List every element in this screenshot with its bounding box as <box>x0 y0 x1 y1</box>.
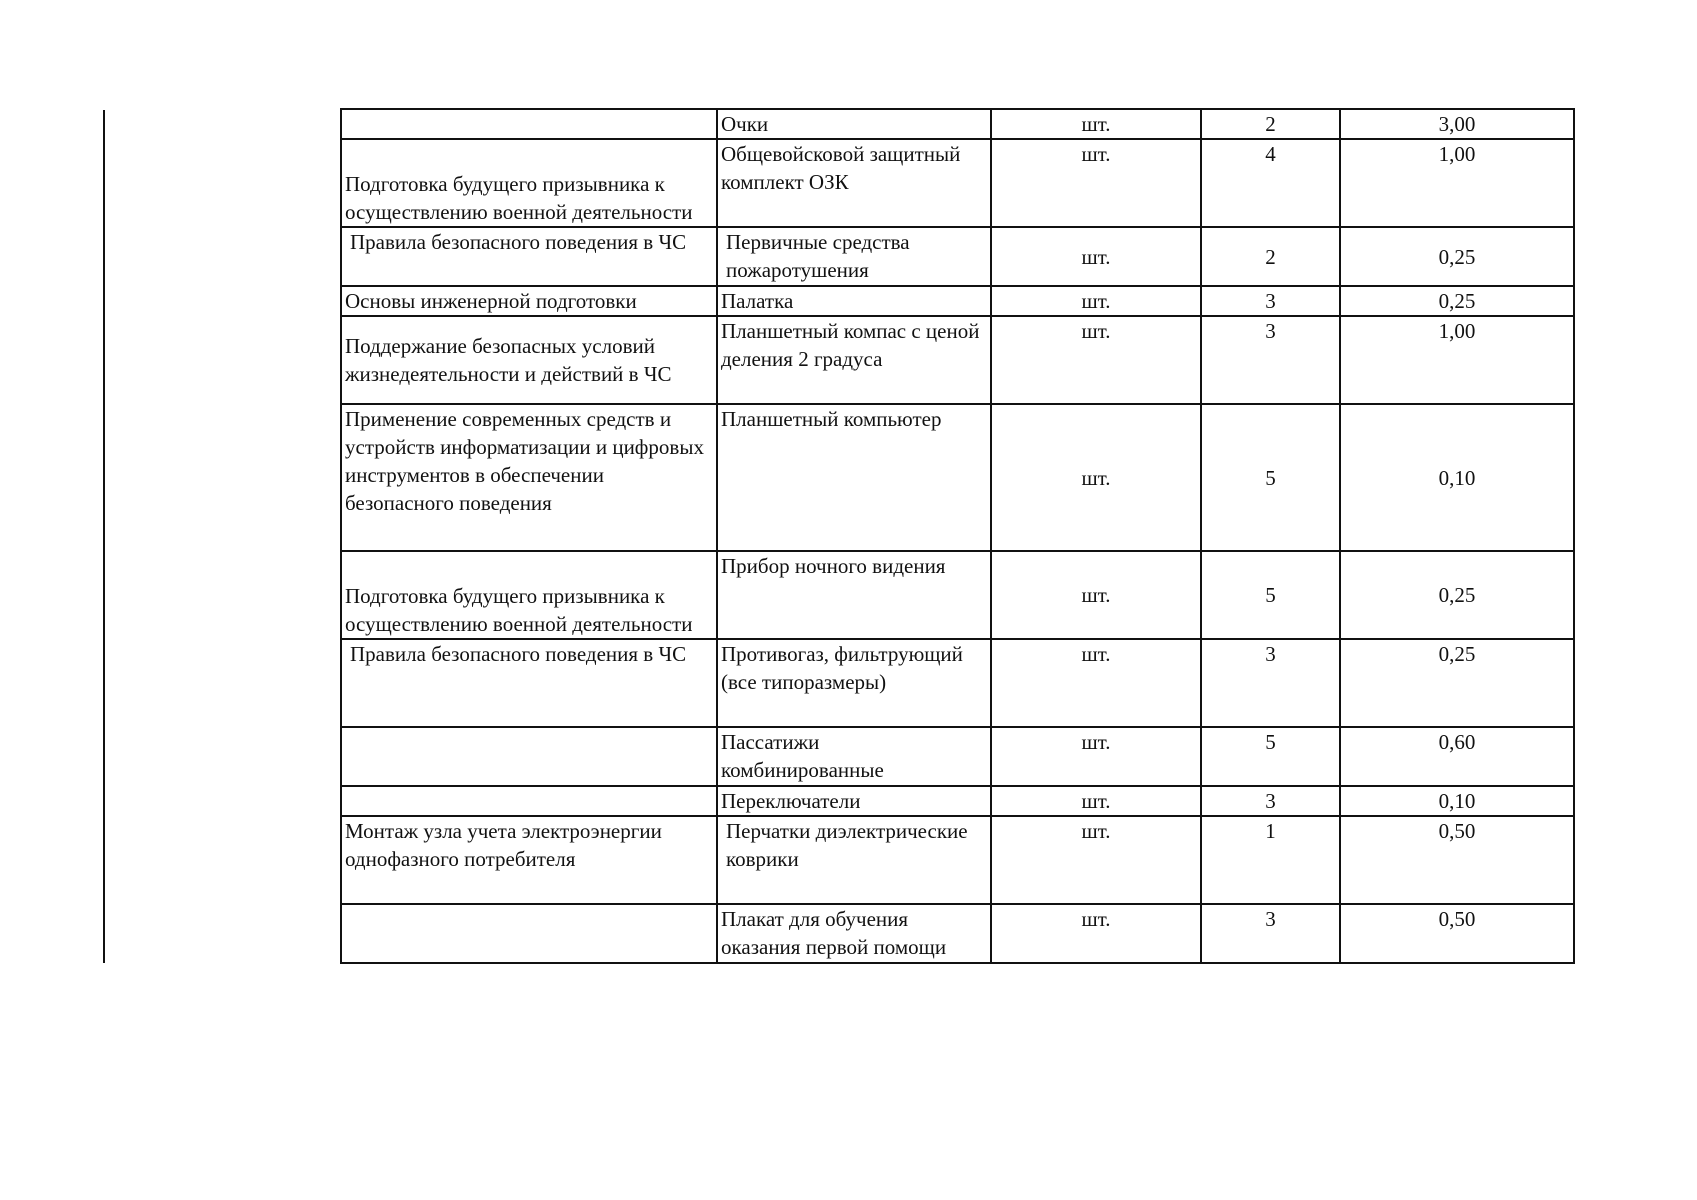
item-cell: Планшетный компас с ценой деления 2 градуса <box>717 316 991 404</box>
unit-cell: шт. <box>991 727 1201 786</box>
table-row <box>341 139 1574 227</box>
topic-cell: Правила безопасного поведения в ЧС <box>341 227 717 286</box>
table-row <box>341 404 1574 551</box>
item-cell: Очки <box>717 109 991 139</box>
item-cell: Противогаз, фильтрующий (все типоразмеры) <box>717 639 991 727</box>
coef-cell: 0,50 <box>1340 904 1574 963</box>
coef-cell: 0,25 <box>1340 286 1574 316</box>
unit-cell: шт. <box>991 551 1201 639</box>
coef-cell: 1,00 <box>1340 316 1574 404</box>
item-cell: Первичные средства пожаротушения <box>717 227 991 286</box>
unit-cell: шт. <box>991 316 1201 404</box>
table-row <box>341 316 1574 404</box>
qty-cell: 2 <box>1201 227 1340 286</box>
item-cell: Общевойсковой защитный комплект ОЗК <box>717 139 991 227</box>
topic-cell: Основы инженерной подготовки <box>341 286 717 316</box>
qty-cell: 3 <box>1201 904 1340 963</box>
qty-cell: 1 <box>1201 816 1340 904</box>
topic-cell: Применение современных средств и устройств информатизации и цифровых инструментов в обеспечении безопасного поведения <box>341 404 717 551</box>
topic-cell: Правила безопасного поведения в ЧС <box>341 639 717 727</box>
table-row <box>341 816 1574 904</box>
item-cell: Планшетный компьютер <box>717 404 991 551</box>
topic-cell <box>341 109 717 139</box>
qty-cell: 3 <box>1201 286 1340 316</box>
item-cell: Плакат для обучения оказания первой помощи <box>717 904 991 963</box>
coef-cell: 3,00 <box>1340 109 1574 139</box>
qty-cell: 3 <box>1201 786 1340 816</box>
unit-cell: шт. <box>991 227 1201 286</box>
table-row <box>341 639 1574 727</box>
table-row <box>341 786 1574 816</box>
qty-cell: 2 <box>1201 109 1340 139</box>
table-row <box>341 227 1574 286</box>
table-row <box>341 109 1574 139</box>
topic-cell: Подготовка будущего призывника к осуществлению военной деятельности <box>341 139 717 227</box>
unit-cell: шт. <box>991 639 1201 727</box>
coef-cell: 0,60 <box>1340 727 1574 786</box>
coef-cell: 0,25 <box>1340 551 1574 639</box>
topic-cell <box>341 904 717 963</box>
page-margin-rule <box>103 110 105 963</box>
coef-cell: 0,25 <box>1340 639 1574 727</box>
topic-cell: Поддержание безопасных условий жизнедеятельности и действий в ЧС <box>341 316 717 404</box>
topic-cell: Подготовка будущего призывника к осуществлению военной деятельности <box>341 551 717 639</box>
unit-cell: шт. <box>991 139 1201 227</box>
coef-cell: 0,25 <box>1340 227 1574 286</box>
item-cell: Переключатели <box>717 786 991 816</box>
unit-cell: шт. <box>991 286 1201 316</box>
coef-cell: 1,00 <box>1340 139 1574 227</box>
item-cell: Пассатижи комбинированные <box>717 727 991 786</box>
unit-cell: шт. <box>991 904 1201 963</box>
qty-cell: 3 <box>1201 639 1340 727</box>
unit-cell: шт. <box>991 109 1201 139</box>
qty-cell: 4 <box>1201 139 1340 227</box>
table-row <box>341 904 1574 963</box>
item-cell: Палатка <box>717 286 991 316</box>
unit-cell: шт. <box>991 816 1201 904</box>
qty-cell: 5 <box>1201 551 1340 639</box>
coef-cell: 0,10 <box>1340 786 1574 816</box>
unit-cell: шт. <box>991 786 1201 816</box>
topic-cell <box>341 786 717 816</box>
qty-cell: 3 <box>1201 316 1340 404</box>
coef-cell: 0,10 <box>1340 404 1574 551</box>
equipment-table <box>340 108 1575 964</box>
qty-cell: 5 <box>1201 404 1340 551</box>
topic-cell <box>341 727 717 786</box>
topic-cell: Монтаж узла учета электроэнергии однофазного потребителя <box>341 816 717 904</box>
table-row <box>341 286 1574 316</box>
table-row <box>341 727 1574 786</box>
table-row <box>341 551 1574 639</box>
item-cell: Прибор ночного видения <box>717 551 991 639</box>
item-cell: Перчатки диэлектрические коврики <box>717 816 991 904</box>
unit-cell: шт. <box>991 404 1201 551</box>
qty-cell: 5 <box>1201 727 1340 786</box>
coef-cell: 0,50 <box>1340 816 1574 904</box>
